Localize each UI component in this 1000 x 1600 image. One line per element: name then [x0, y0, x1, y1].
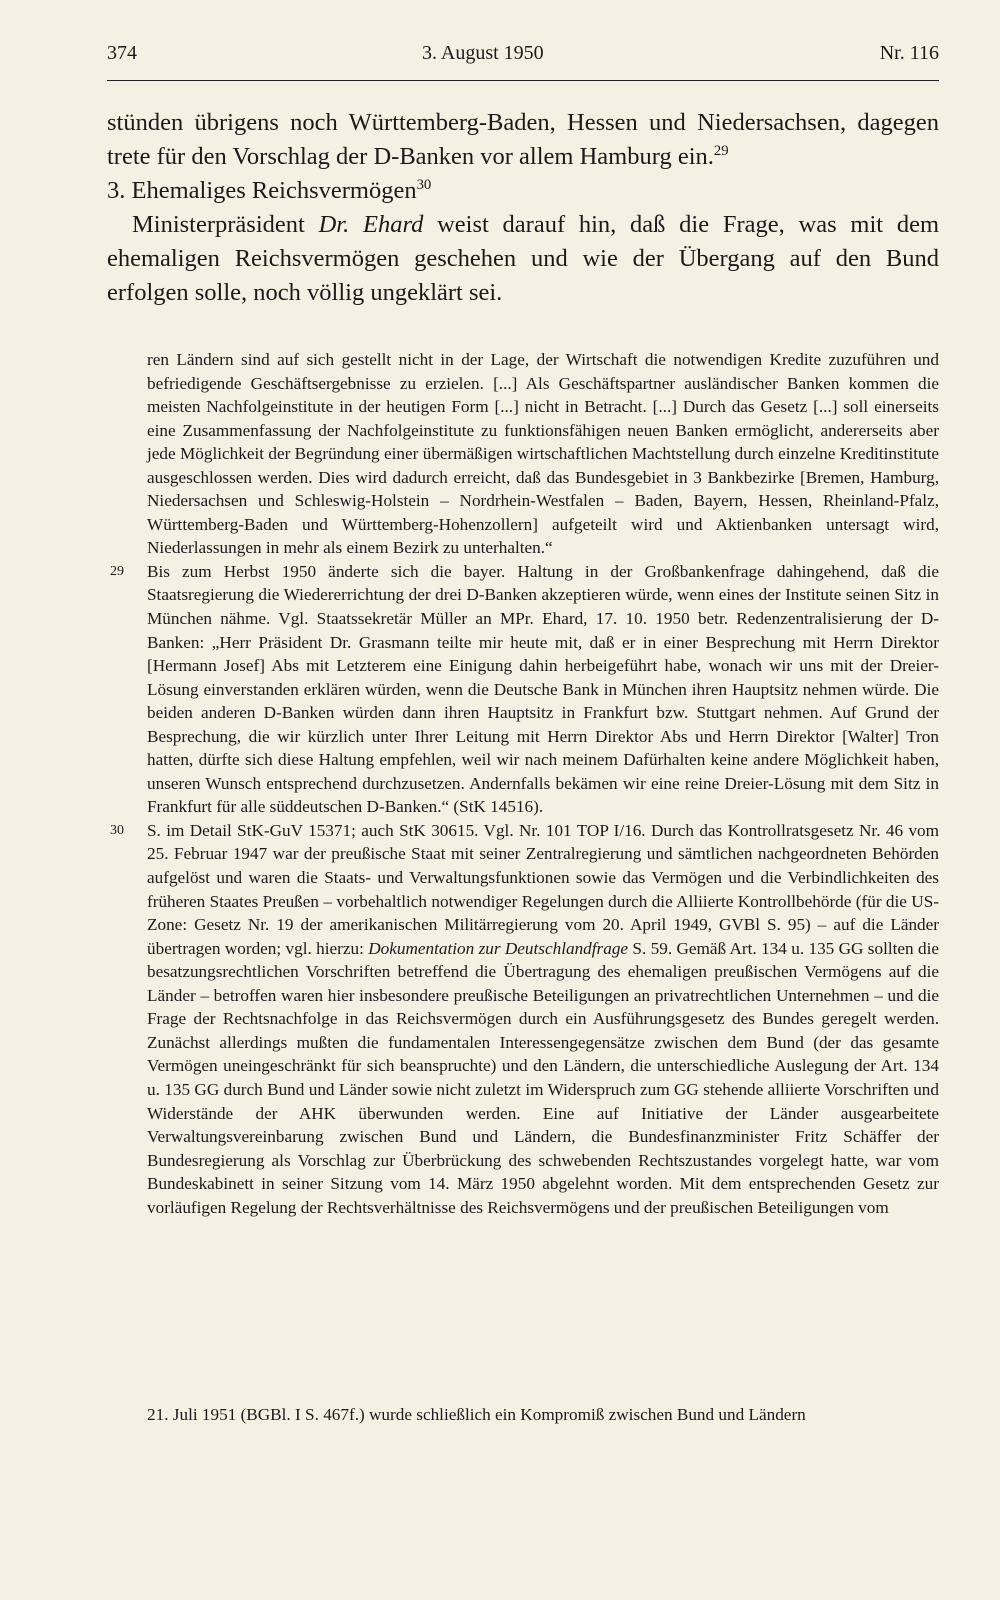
footnote-number: 29: [110, 563, 124, 579]
main-text: [107, 106, 939, 310]
main-paragraph: Ministerpräsident Dr. Ehard weist darauf hin, daß die Frage, was mit dem ehemaligen Reichsvermögen geschehen und wie der Übergang auf den Bund erfolgen solle, noch völlig ungeklärt sei.: [107, 211, 939, 306]
header-rule: [107, 80, 939, 81]
footnote-29: 29 Bis zum Herbst 1950 änderte sich die bayer. Haltung in der Großbankenfrage dahingehend, daß die Staatsregierung die Wiedererrichtung der drei D-Banken akzeptieren würde, wenn eines der Institute seinen Sitz in München nähme. Vgl. Staatssekretär Müller an MPr. Ehard, 17. 10. 1950 betr. Redenzentralisierung der D-Banken: „Herr Präsident Dr. Grasmann teilte mir heute mit, daß er in einer Besprechung mit Herrn Direktor [Hermann Josef] Abs mit Letzterem eine Einigung dahin herbeigeführt habe, wonach wir uns mit der Dreier-Lösung einverstanden erklären würden, wenn die Deutsche Bank in München ihren Hauptsitz nehmen würde. Die beiden anderen D-Banken würden dann ihren Hauptsitz in Frankfurt bzw. Stuttgart nehmen. Auf Grund der Besprechung, die wir kürzlich unter Ihrer Leitung mit Herrn Direktor Abs und Herrn Direktor [Walter] Tron hatten, dürfte sich diese Haltung empfehlen, weil wir nach meinem Dafürhalten keine andere Möglichkeit haben, unseren Wunsch entsprechend durchzusetzen. Andernfalls bekämen wir eine reine Dreier-Lösung mit dem Sitz in Frankfurt für alle süddeutschen D-Banken.“ (StK 14516).: [110, 561, 939, 817]
footnote-number: 30: [110, 822, 124, 838]
page-number: 374: [107, 42, 137, 64]
footnote-30: 30 S. im Detail StK-GuV 15371; auch StK 30615. Vgl. Nr. 101 TOP I/16. Durch das Kontrollratsgesetz Nr. 46 vom 25. Februar 1947 war der preußische Staat mit seiner Zentralregierung und sämtlichen nachgeordneten Behörden aufgelöst und waren die Staats- und Verwaltungsfunktionen sowie das Vermögen und die Verbindlichkeiten des früheren Staates Preußen – vorbehaltlich notwendiger Regelungen durch die Alliierte Kontrollbehörde (für die US-Zone: Gesetz Nr. 19 der amerikanischen Militärregierung vom 20. April 1949, GVBl S. 95) – auf die Länder übertragen worden; vgl. hierzu: Dokumentation zur Deutschlandfrage S. 59. Gemäß Art. 134 u. 135 GG sollten die besatzungsrechtlichen Vorschriften betreffend die Übertragung des ehemaligen preußischen Vermögens auf die Länder – betroffen waren hier insbesondere preußische Beteiligungen an privatrechtlichen Unternehmen – und die Frage der Rechtsnachfolge in das Reichsvermögen durch ein Ausführungsgesetz des Bundes geregelt werden. Zunächst allerdings mußten die fundamentalen Interessengegensätze zwischen dem Bund (der das gesamte Vermögen uneingeschränkt für sich beanspruchte) und den Ländern, die unterschiedliche Auslegung der Art. 134 u. 135 GG durch Bund und Länder sowie nicht zuletzt im Widerspruch zum GG stehende alliierte Vorschriften und Widerstände der AHK überwunden werden. Eine auf Initiative der Länder ausgearbeitete Verwaltungsvereinbarung zwischen Bund und Ländern, die Bundesfinanzminister Fritz Schäffer der Bundesregierung als Vorschlag zur Überbrückung des schwebenden Rechtszustandes vorgelegt hatte, war vom Bundeskabinett in seiner Sitzung vom 14. März 1950 abgelehnt worden. Mit dem entsprechenden Gesetz zur vorläufigen Regelung der Rechtsverhältnisse des Reichsvermögens und der preußischen Beteiligungen vom: [110, 820, 939, 1217]
header-date: 3. August 1950: [422, 42, 544, 64]
section-heading: 3. Ehemaliges Reichsvermögen$^{30}$: [107, 176, 432, 204]
footnote-ref: 29: [713, 142, 729, 159]
cited-title: Dokumentation zur Deutschlandfrage: [368, 938, 629, 958]
footnote-continuation: ren Ländern sind auf sich gestellt nicht in der Lage, der Wirtschaft die notwendigen Kredite zuzuführen und befriedigende Geschäftsergebnisse zu erzielen. [...] Als Geschäftspartner ausländischer Banken kommen die meisten Nachfolgeinstitute in der heutigen Form [...] nicht in Betracht. [...] Durch das Gesetz [...] soll einerseits eine Zusammenfassung der Nachfolgeinstitute zu funktionsfähigen neuen Banken ermöglicht, andererseits aber jede Möglichkeit der Begründung einer übermäßigen wirtschaftlichen Machtstellung durch einzelne Kreditinstitute ausgeschlossen werden. Dies wird dadurch erreicht, daß das Bundesgebiet in 3 Bankbezirke [Bremen, Hamburg, Niedersachsen und Schleswig-Holstein – Nordrhein-Westfalen – Baden, Bayern, Hessen, Rheinland-Pfalz, Württemberg-Baden und Württemberg-Hohenzollern] aufgeteilt wird und Aktienbanken untersagt wird, Niederlassungen in mehr als einem Bezirk zu unterhalten.“: [147, 350, 939, 558]
footnotes: [107, 348, 939, 1219]
main-paragraph: stünden übrigens noch Württemberg-Baden, Hessen und Niedersachsen, dagegen trete für den Vorschlag der D-Banken vor allem Hamburg ein.$^{29}$: [107, 109, 939, 170]
speaker-name: Dr. Ehard: [318, 211, 424, 238]
footnote-ref: 30: [416, 176, 432, 193]
page-header: [107, 42, 939, 82]
document-number: Nr. 116: [879, 42, 939, 64]
footnote-last-line: 21. Juli 1951 (BGBl. I S. 467f.) wurde schließlich ein Kompromiß zwischen Bund und Ländern: [147, 1405, 806, 1424]
